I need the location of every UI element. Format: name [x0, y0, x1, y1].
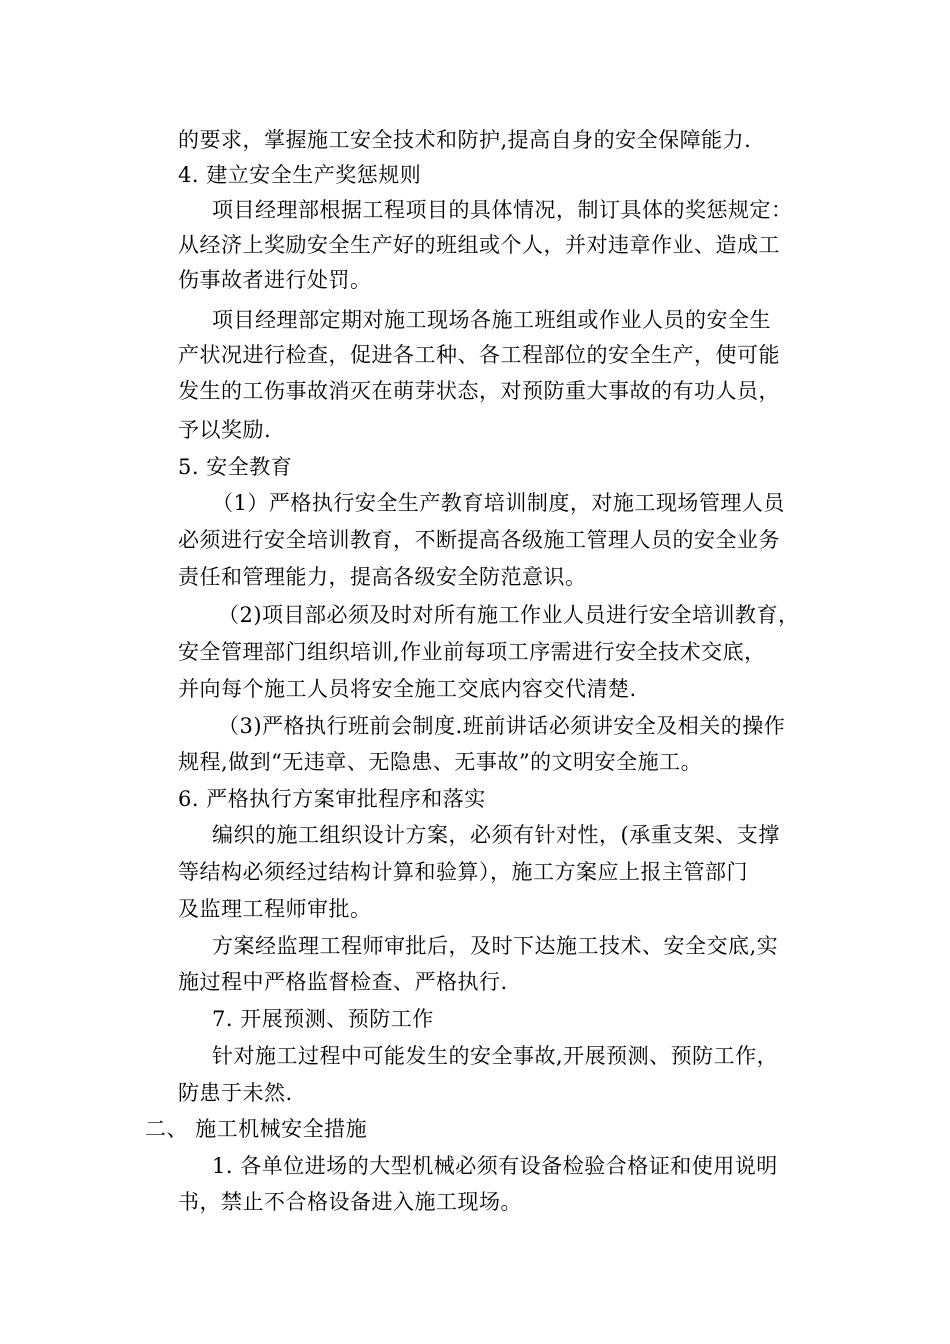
- text-line: 规程,做到“无违章、无隐患、无事故”的文明安全施工。: [178, 750, 703, 774]
- chapter-heading: 二、 施工机械安全措施: [145, 1117, 368, 1141]
- text-line: （1）严格执行安全生产教育培训制度，对施工现场管理人员: [212, 491, 785, 515]
- text-line: 项目经理部定期对施工现场各施工班组或作业人员的安全生: [212, 308, 771, 332]
- text-line: 必须进行安全培训教育，不断提高各级施工管理人员的安全业务: [178, 528, 780, 552]
- section-heading: 4. 建立安全生产奖惩规则: [178, 163, 422, 187]
- text-line: 等结构必须经过结构计算和验算），施工方案应上报主管部门: [178, 860, 748, 884]
- text-line: 从经济上奖励安全生产好的班组或个人，并对违章作业、造成工: [178, 233, 780, 257]
- text-line: 责任和管理能力，提高各级安全防范意识。: [178, 565, 587, 589]
- section-heading: 5. 安全教育: [178, 455, 293, 479]
- section-heading: 7. 开展预测、预防工作: [212, 1007, 434, 1031]
- text-line: 书，禁止不合格设备进入施工现场。: [178, 1190, 522, 1214]
- text-line: 发生的工伤事故消灭在萌芽状态，对预防重大事故的有功人员，: [178, 379, 780, 403]
- text-line: 方案经监理工程师审批后，及时下达施工技术、安全交底,实: [212, 934, 779, 958]
- text-line: 项目经理部根据工程项目的具体情况，制订具体的奖惩规定：: [212, 198, 793, 222]
- text-line: 安全管理部门组织培训,作业前每项工序需进行安全技术交底，: [178, 640, 766, 664]
- text-line: 的要求，掌握施工安全技术和防护,提高自身的安全保障能力.: [178, 128, 752, 152]
- text-line: 伤事故者进行处罚。: [178, 268, 372, 292]
- text-line: （3)严格执行班前会制度.班前讲话必须讲安全及相关的操作: [218, 714, 786, 738]
- text-line: 防患于未然.: [178, 1081, 293, 1105]
- text-line: 及监理工程师审批。: [178, 897, 372, 921]
- text-line: （2)项目部必须及时对所有施工作业人员进行安全培训教育，: [218, 603, 800, 627]
- section-heading: 6. 严格执行方案审批程序和落实: [178, 787, 486, 811]
- text-line: 施过程中严格监督检查、严格执行.: [178, 970, 508, 994]
- text-line: 针对施工过程中可能发生的安全事故,开展预测、预防工作，: [212, 1044, 779, 1068]
- text-line: 予以奖励.: [178, 418, 272, 442]
- text-line: 编织的施工组织设计方案，必须有针对性，(承重支架、支撑: [212, 823, 780, 847]
- text-line: 1. 各单位进场的大型机械必须有设备检验合格证和使用说明: [212, 1154, 778, 1178]
- text-line: 并向每个施工人员将安全施工交底内容交代清楚.: [178, 677, 637, 701]
- text-line: 产状况进行检查，促进各工种、各工程部位的安全生产，使可能: [178, 343, 780, 367]
